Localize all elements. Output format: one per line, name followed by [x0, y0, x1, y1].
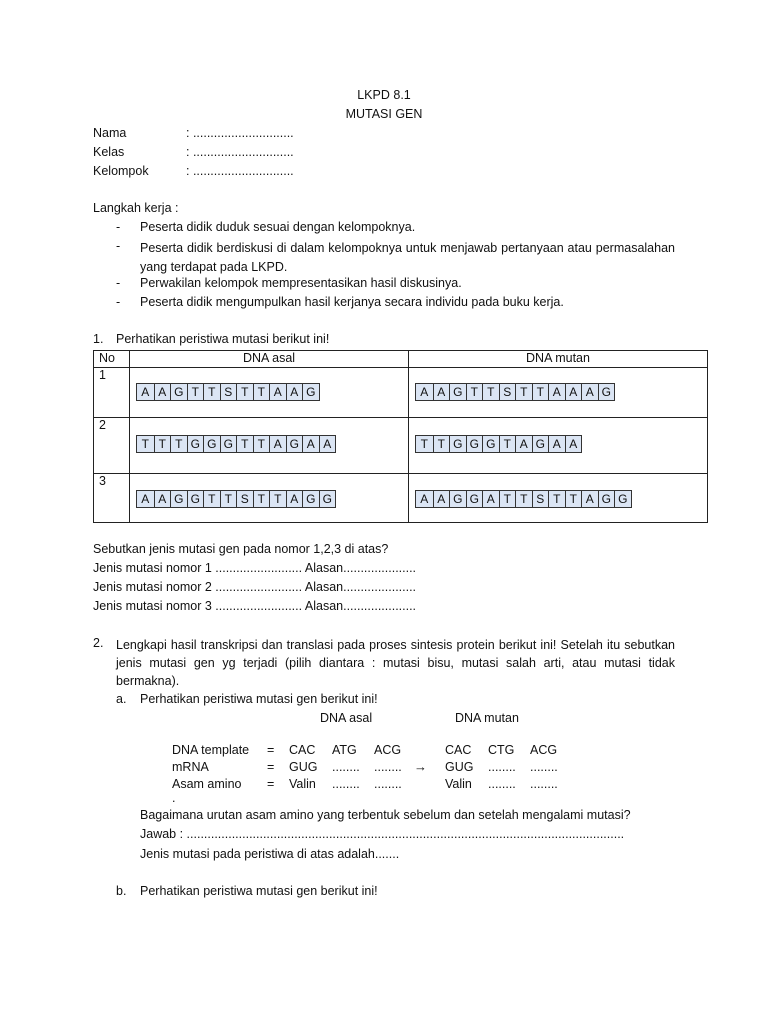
dna-base: T [137, 436, 154, 452]
dna-base: T [269, 491, 286, 507]
dna-base: T [416, 436, 433, 452]
dna-base: T [220, 491, 237, 507]
table-row [94, 418, 708, 474]
jawab-field[interactable]: Jawab : .............................................................................................................................. [140, 827, 625, 841]
dna-base: T [170, 436, 187, 452]
table-header-row [94, 351, 708, 368]
blank-field[interactable]: ........ [488, 760, 516, 774]
sequence [415, 435, 582, 453]
dna-base: T [236, 436, 253, 452]
col-dna-mutan: DNA mutan [455, 711, 519, 725]
dna-base: T [515, 491, 532, 507]
dna-base: A [581, 491, 598, 507]
kelompok-label: Kelompok [93, 164, 149, 178]
blank-field[interactable]: ........ [332, 777, 360, 791]
dna-base: T [187, 384, 204, 400]
dna-base: G [449, 436, 466, 452]
table-row [94, 474, 708, 523]
dna-base: A [302, 436, 319, 452]
dna-base: G [319, 491, 336, 507]
table-row [94, 368, 708, 418]
dna-base: A [565, 436, 582, 452]
list-item: Peserta didik mengumpulkan hasil kerjanya secara individu pada buku kerja. [140, 295, 564, 309]
answer-line-1[interactable]: Jenis mutasi nomor 1 ......................... Alasan..................... [93, 561, 417, 575]
nama-label: Nama [93, 126, 127, 140]
equals-sign: = [267, 743, 275, 757]
amino-acid: Valin [289, 777, 316, 791]
q2a-question: Bagaimana urutan asam amino yang terbentuk sebelum dan setelah mengalami mutasi? [140, 808, 631, 822]
q1-number: 1. [93, 332, 104, 346]
dna-base: T [565, 491, 582, 507]
dna-base: A [548, 436, 565, 452]
q1-question: Sebutkan jenis mutasi gen pada nomor 1,2,3 di atas? [93, 542, 389, 556]
bullet-dash: - [116, 239, 121, 253]
dna-base: G [203, 436, 220, 452]
list-item: Perwakilan kelompok mempresentasikan hasil diskusinya. [140, 276, 462, 290]
row-label: Asam amino [172, 777, 242, 791]
list-item: Peserta didik berdiskusi di dalam kelompoknya untuk menjawab pertanyaan atau permasalahan yang terdapat pada LKPD. [140, 241, 675, 274]
q2-text: Lengkapi hasil transkripsi dan translasi pada proses sintesis protein berikut ini! Setelah itu sebutkan jenis mutasi gen yg terjadi (pilih diantara : mutasi bisu, mutasi salah arti, atau mutasi tidak bermakna). [116, 638, 675, 688]
stray-dot: . [172, 791, 176, 805]
answer-line-3[interactable]: Jenis mutasi nomor 3 ......................... Alasan..................... [93, 599, 417, 613]
dna-base: G [170, 491, 187, 507]
dna-base: T [203, 491, 220, 507]
dna-table [93, 350, 708, 523]
dna-base: G [302, 491, 319, 507]
row-number: 2 [94, 418, 130, 474]
row-label: DNA template [172, 743, 250, 757]
codon: ATG [332, 743, 357, 757]
blank-field[interactable]: ........ [332, 760, 360, 774]
row-label: mRNA [172, 760, 209, 774]
dna-base: A [416, 491, 433, 507]
q2b-label: b. [116, 884, 127, 898]
dna-mutan-cell [409, 474, 708, 523]
dna-base: A [137, 384, 154, 400]
blank-field[interactable]: ........ [530, 777, 558, 791]
col-dna-asal: DNA asal [320, 711, 373, 725]
dna-base: S [499, 384, 516, 400]
dna-base: A [548, 384, 565, 400]
dna-base: T [466, 384, 483, 400]
dna-base: G [482, 436, 499, 452]
kelompok-field[interactable]: : ............................. [186, 164, 294, 178]
langkah-heading: Langkah kerja : [93, 201, 179, 215]
dna-base: G [170, 384, 187, 400]
dna-base: T [532, 384, 549, 400]
dna-mutan-cell [409, 418, 708, 474]
sequence [136, 383, 320, 401]
dna-base: G [286, 436, 303, 452]
dna-asal-cell [130, 418, 409, 474]
dna-base: A [319, 436, 336, 452]
dna-base: G [614, 491, 631, 507]
dna-base: T [236, 384, 253, 400]
blank-field[interactable]: ........ [374, 777, 402, 791]
dna-base: A [269, 436, 286, 452]
dna-base: G [187, 436, 204, 452]
row-number: 1 [94, 368, 130, 418]
sequence [415, 490, 632, 508]
codon: CAC [289, 743, 316, 757]
kelas-field[interactable]: : ............................. [186, 145, 294, 159]
dna-base: A [482, 491, 499, 507]
jenis-mutasi-field[interactable]: Jenis mutasi pada peristiwa di atas adalah....... [140, 847, 400, 861]
dna-base: G [220, 436, 237, 452]
arrow-right-icon: → [414, 759, 427, 774]
dna-base: G [466, 491, 483, 507]
header-dna-mutan: DNA mutan [409, 351, 708, 368]
q2a-label: a. [116, 692, 127, 706]
bullet-dash: - [116, 220, 121, 234]
dna-base: A [286, 384, 303, 400]
dna-base: G [598, 384, 615, 400]
q2b-text: Perhatikan peristiwa mutasi gen berikut ini! [140, 884, 378, 898]
q2a-text: Perhatikan peristiwa mutasi gen berikut ini! [140, 692, 378, 706]
header-dna-asal: DNA asal [130, 351, 409, 368]
page-title: LKPD 8.1 [357, 88, 411, 102]
dna-base: T [433, 436, 450, 452]
list-item: Peserta didik duduk sesuai dengan kelompoknya. [140, 220, 416, 234]
dna-base: G [598, 491, 615, 507]
bullet-dash: - [116, 295, 121, 309]
dna-base: G [449, 384, 466, 400]
dna-base: A [137, 491, 154, 507]
dna-base: A [269, 384, 286, 400]
sequence [136, 490, 336, 508]
page-subtitle: MUTASI GEN [345, 107, 423, 121]
dna-base: T [548, 491, 565, 507]
dna-base: T [482, 384, 499, 400]
answer-line-2[interactable]: Jenis mutasi nomor 2 ......................... Alasan..................... [93, 580, 417, 594]
equals-sign: = [267, 760, 275, 774]
bullet-dash: - [116, 276, 121, 290]
sequence [136, 435, 336, 453]
dna-base: A [416, 384, 433, 400]
dna-base: T [253, 384, 270, 400]
dna-base: T [253, 436, 270, 452]
dna-base: T [203, 384, 220, 400]
codon: ACG [530, 743, 558, 757]
dna-base: T [515, 384, 532, 400]
dna-base: T [154, 436, 171, 452]
codon: ACG [374, 743, 402, 757]
dna-base: A [286, 491, 303, 507]
dna-asal-cell [130, 474, 409, 523]
dna-base: T [499, 491, 516, 507]
dna-base: G [466, 436, 483, 452]
codon: GUG [289, 760, 318, 774]
dna-asal-cell [130, 368, 409, 418]
blank-field[interactable]: ........ [488, 777, 516, 791]
dna-base: A [433, 384, 450, 400]
dna-base: G [302, 384, 319, 400]
dna-base: T [253, 491, 270, 507]
amino-acid: Valin [445, 777, 472, 791]
q2-number: 2. [93, 636, 104, 650]
dna-base: A [565, 384, 582, 400]
dna-base: A [581, 384, 598, 400]
dna-base: G [532, 436, 549, 452]
dna-base: G [449, 491, 466, 507]
dna-base: S [220, 384, 237, 400]
dna-base: A [515, 436, 532, 452]
dna-base: S [236, 491, 253, 507]
dna-base: T [499, 436, 516, 452]
codon: CAC [445, 743, 472, 757]
q1-text: Perhatikan peristiwa mutasi berikut ini! [116, 332, 330, 346]
kelas-label: Kelas [93, 145, 125, 159]
dna-base: A [154, 491, 171, 507]
blank-field[interactable]: ........ [530, 760, 558, 774]
sequence [415, 383, 615, 401]
dna-base: A [154, 384, 171, 400]
dna-base: A [433, 491, 450, 507]
header-no: No [94, 351, 130, 368]
dna-base: S [532, 491, 549, 507]
codon: GUG [445, 760, 474, 774]
nama-field[interactable]: : ............................. [186, 126, 294, 140]
row-number: 3 [94, 474, 130, 523]
blank-field[interactable]: ........ [374, 760, 402, 774]
dna-mutan-cell [409, 368, 708, 418]
dna-base: G [187, 491, 204, 507]
equals-sign: = [267, 777, 275, 791]
codon: CTG [488, 743, 515, 757]
